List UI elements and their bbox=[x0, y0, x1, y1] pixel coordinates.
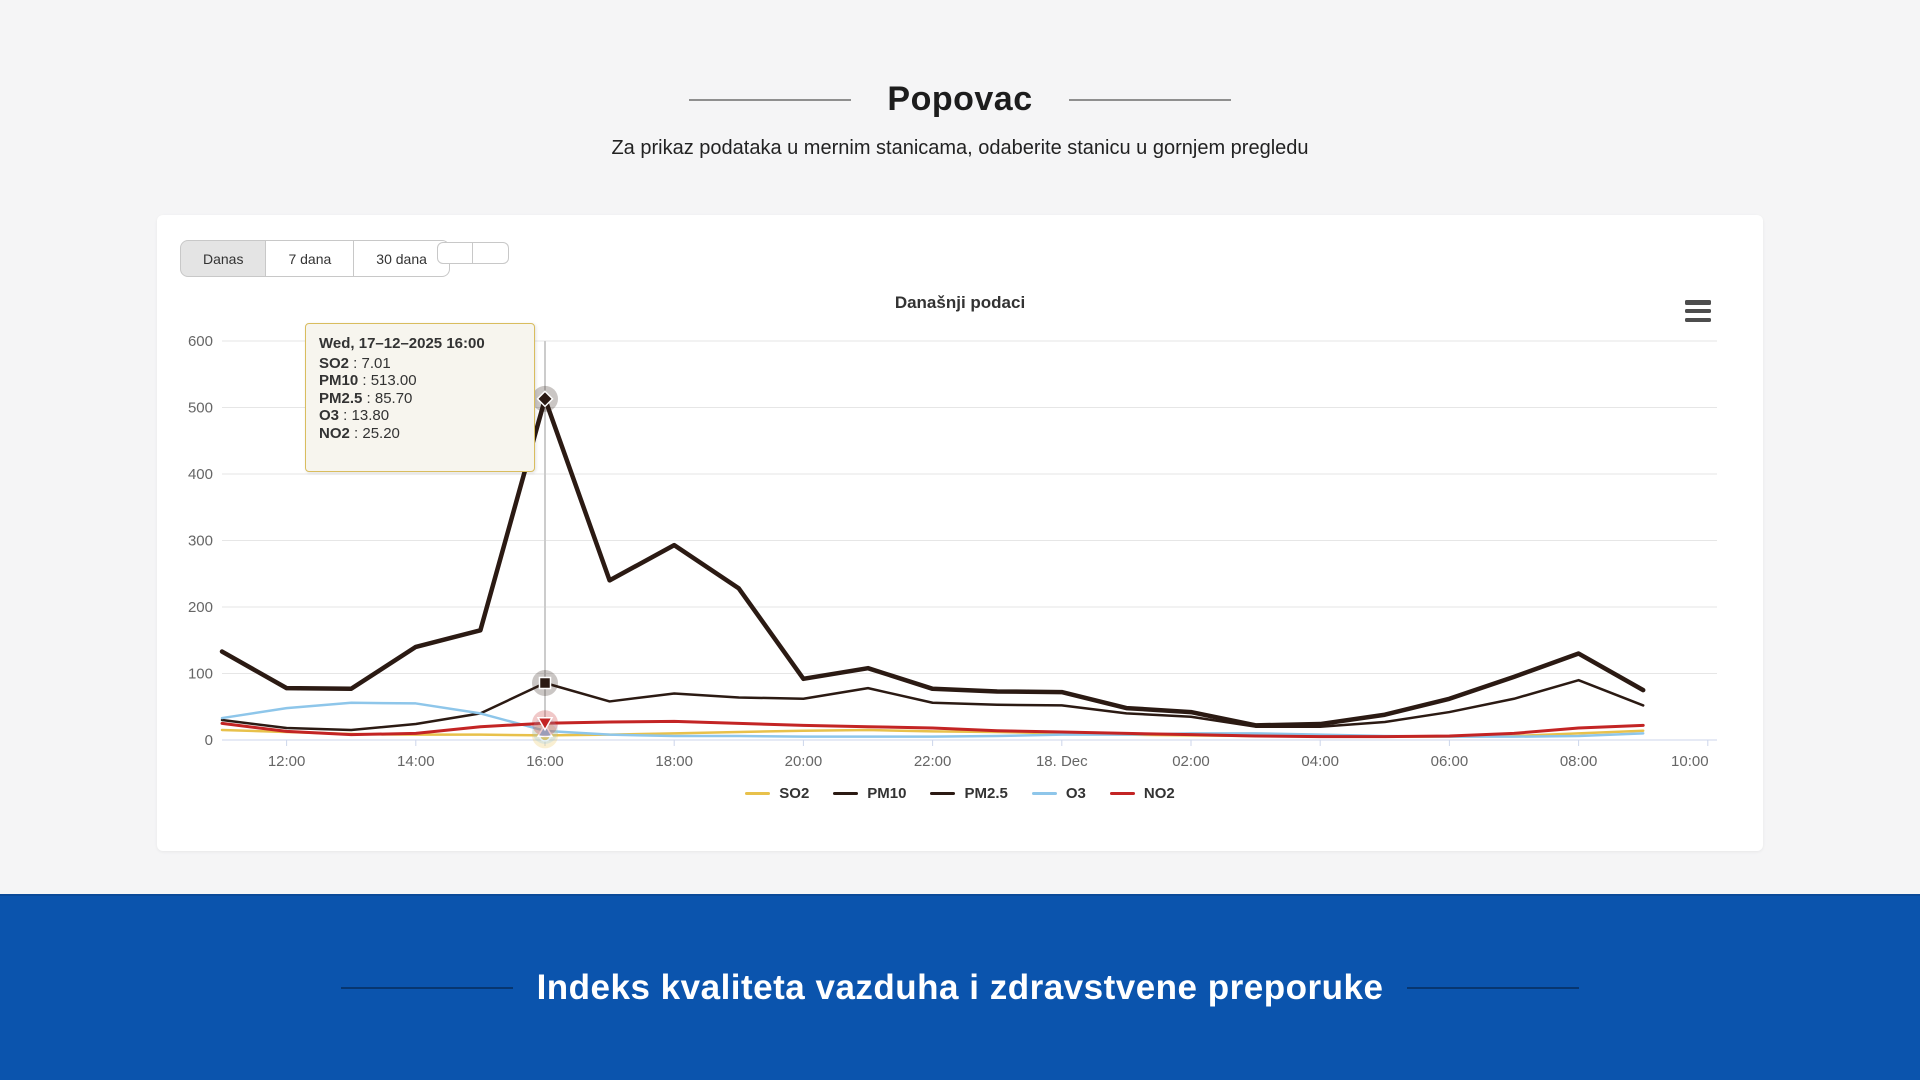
hover-marker-PM2.5 bbox=[540, 678, 551, 689]
chart-card bbox=[157, 215, 1763, 851]
legend-label: PM2.5 bbox=[964, 785, 1008, 802]
footer-line-left bbox=[341, 987, 513, 989]
legend-label: O3 bbox=[1065, 785, 1086, 802]
tab-30-dana[interactable]: 30 dana bbox=[354, 240, 450, 277]
tooltip-row-NO2: NO2 : 25.20 bbox=[319, 424, 400, 442]
y-axis-label: 500 bbox=[187, 399, 213, 417]
page-subtitle: Za prikaz podataka u mernim stanicama, odaberite stanicu u gornjem pregledu bbox=[611, 137, 1309, 159]
legend-line-icon bbox=[1032, 792, 1057, 796]
tooltip-row-SO2: SO2 : 7.01 bbox=[319, 355, 391, 372]
x-axis-label: 04:00 bbox=[1301, 753, 1339, 770]
legend-item-O3[interactable] bbox=[1032, 785, 1086, 802]
y-axis-label: 600 bbox=[187, 333, 213, 350]
y-axis-label: 200 bbox=[187, 599, 213, 616]
y-axis-label: 100 bbox=[187, 665, 213, 683]
chart-title: Današnji podaci bbox=[894, 293, 1026, 312]
title-line-left bbox=[689, 99, 851, 101]
legend-item-PM10[interactable] bbox=[833, 785, 906, 802]
footer-title: Indeks kvaliteta vazduha i zdravstvene preporuke bbox=[536, 968, 1384, 1007]
x-axis-label: 12:00 bbox=[267, 753, 306, 770]
tab-7-dana[interactable]: 7 dana bbox=[266, 240, 354, 277]
x-axis-label: 14:00 bbox=[397, 753, 435, 770]
page-title: Popovac bbox=[887, 80, 1033, 118]
x-axis-label: 08:00 bbox=[1559, 753, 1598, 770]
title-row bbox=[0, 80, 1920, 119]
footer-section bbox=[0, 894, 1920, 1080]
legend-item-NO2[interactable] bbox=[1110, 785, 1175, 802]
tooltip-row-PM10: PM10 : 513.00 bbox=[319, 372, 417, 390]
header-section bbox=[0, 0, 1920, 160]
x-axis-label: 10:00 bbox=[1671, 753, 1709, 770]
x-axis-label: 18. Dec bbox=[1035, 753, 1088, 770]
legend-item-SO2[interactable] bbox=[745, 785, 809, 802]
y-axis-label: 300 bbox=[187, 532, 213, 550]
tooltip-rows bbox=[319, 355, 521, 442]
x-axis-label: 16:00 bbox=[526, 753, 564, 770]
legend-line-icon bbox=[1110, 792, 1135, 796]
legend-line-icon bbox=[833, 792, 858, 796]
legend-label: NO2 bbox=[1143, 785, 1175, 802]
legend-line-icon bbox=[930, 792, 955, 796]
tooltip-row-PM2.5: PM2.5 : 85.70 bbox=[319, 389, 413, 407]
chart-plot-area[interactable] bbox=[157, 215, 1763, 851]
x-axis-label: 22:00 bbox=[913, 753, 952, 770]
y-axis-label: 0 bbox=[204, 732, 213, 749]
x-axis-label: 06:00 bbox=[1430, 753, 1469, 770]
chart-tooltip bbox=[305, 323, 535, 472]
footer-line-right bbox=[1407, 987, 1579, 989]
footer-title-row bbox=[0, 896, 1920, 1080]
tab-danas[interactable]: Danas bbox=[180, 240, 266, 277]
legend-label: PM10 bbox=[867, 785, 907, 802]
x-axis-label: 18:00 bbox=[655, 753, 693, 770]
title-line-right bbox=[1069, 99, 1231, 101]
tooltip-title: Wed, 17–12–2025 16:00 bbox=[319, 335, 485, 352]
tooltip-row-O3: O3 : 13.80 bbox=[319, 407, 390, 425]
chart-legend bbox=[157, 785, 1763, 802]
legend-label: SO2 bbox=[779, 785, 810, 802]
x-axis-label: 02:00 bbox=[1172, 753, 1210, 770]
legend-item-PM2.5[interactable] bbox=[930, 785, 1007, 802]
y-axis-label: 400 bbox=[187, 466, 213, 483]
legend-line-icon bbox=[745, 792, 770, 796]
x-axis-label: 20:00 bbox=[784, 753, 823, 770]
